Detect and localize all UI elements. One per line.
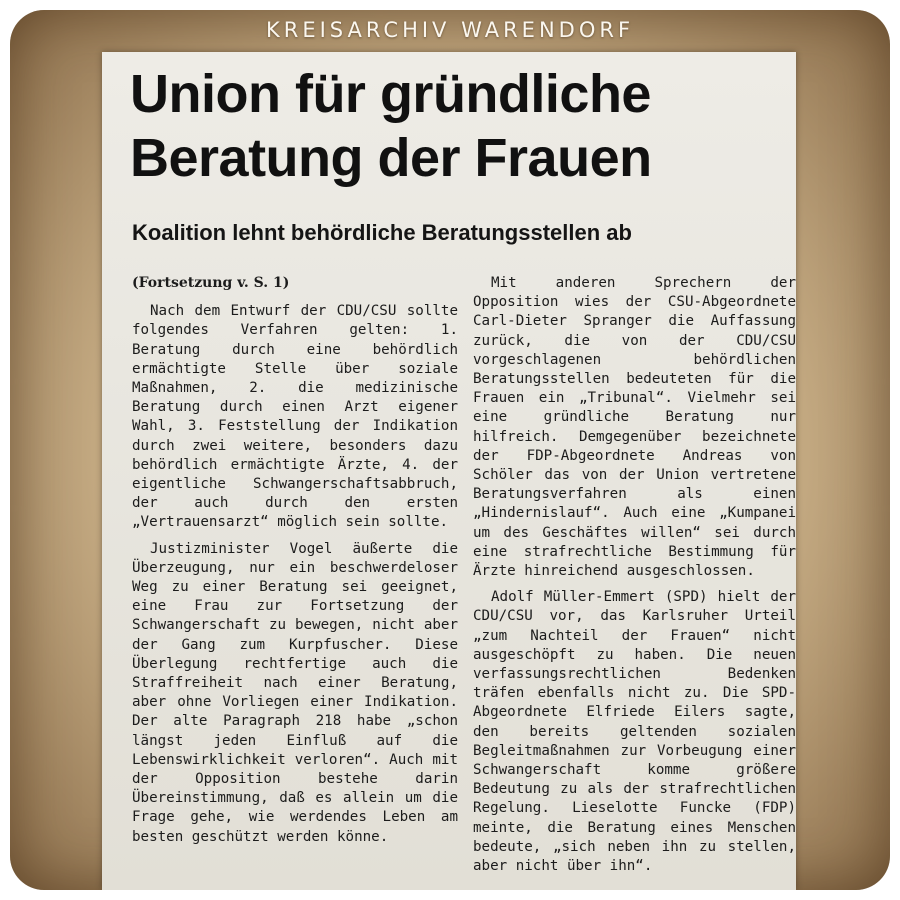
article-subheadline: Koalition lehnt behördliche Beratungsstellen ab <box>132 220 632 245</box>
continuation-note: (Fortsetzung v. S. 1) <box>132 275 290 291</box>
photo-frame <box>10 10 890 890</box>
article-column-right <box>473 274 796 883</box>
article-paragraph: Adolf Müller-Emmert (SPD) hielt der CDU/CSU vor, das Karlsruher Urteil „zum Nachteil der Frauen“ nicht ausgeschöpft zu haben. Die neuen verfassungsrechtlichen Bedenken träfen ebenfalls nicht zu. Die SPD-Abgeordnete Elfriede Eilers sagte, den bereits geltenden sozialen Begleitmaßnahmen zur Vorbeugung einer Schwangerschaft komme größere Bedeutung zu als der strafrechtlichen Regelung. Lieselotte Funcke (FDP) meinte, die Beratung eines Menschen bedeute, „sich neben ihn zu stellen, aber nicht über ihn“. <box>473 589 796 875</box>
article-paragraph: Justizminister Vogel äußerte die Überzeugung, nur ein beschwerdeloser Weg zu einer Beratung sei geeignet, eine Frau zur Fortsetzung der Schwangerschaft zu bewegen, nicht aber der Gang zum Kurpfuscher. Diese Überlegung rechtfertige auch die Straffreiheit nach einer Beratung, aber ohne Vorliegen einer Indikation. Der alte Paragraph 218 habe „schon längst jeden Einfluß auf die Lebenswirklichkeit verloren“. Auch mit der Opposition bestehe darin Übereinstimmung, daß es allein um die Frage gehe, wie werdendes Leben am besten geschützt werden könne. <box>132 540 458 845</box>
article-paragraph: Mit anderen Sprechern der Opposition wies der CSU-Abgeordnete Carl-Dieter Spranger die Auffassung zurück, die von der CDU/CSU vorgeschlagenen behördlichen Beratungsstellen bedeuteten für die Frauen ein „Tribunal“. Vielmehr sei eine gründliche Beratung nur hilfreich. Demgegenüber bezeichnete der FDP-Abgeordnete Andreas von Schöler das von der Union vertretene Beratungsverfahren als einen „Hindernislauf“. Auch eine „Kumpanei um des Geschäftes willen“ sei durch eine strafrechtliche Bestimmung für Ärzte hinreichend ausgeschlossen. <box>473 275 796 580</box>
newspaper-clipping <box>102 52 796 890</box>
article-column-left <box>132 274 458 854</box>
article-paragraph: Nach dem Entwurf der CDU/CSU sollte folgendes Verfahren gelten: 1. Beratung durch eine behördlich ermächtigte Stelle über soziale Maßnahmen, 2. die medizinische Beratung durch einen Arzt eigener Wahl, 3. Feststellung der Indikation durch zwei weitere, besonders dazu behördlich ermächtigte Ärzte, 4. der eigentliche Schwangerschaftsabbruch, der auch durch den ersten „Vertrauensarzt“ möglich sein sollte. <box>132 303 458 531</box>
archive-watermark-label: KREISARCHIV WARENDORF <box>265 18 635 42</box>
article-headline: Union für gründliche Beratung der Frauen <box>130 64 652 188</box>
